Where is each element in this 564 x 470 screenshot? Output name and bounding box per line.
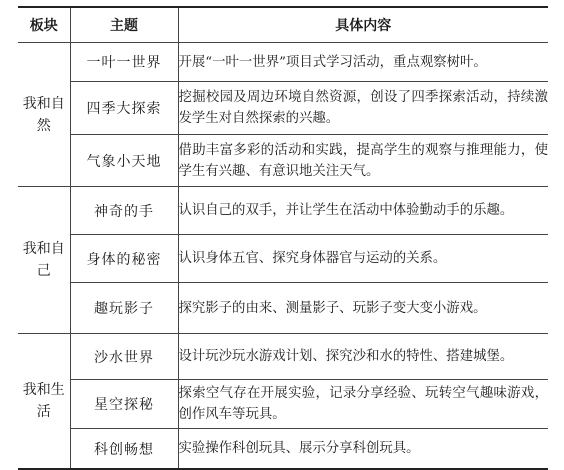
table-row xyxy=(18,283,548,334)
content-cell: 探索空气存在开展实验，记录分享经验、玩转空气趣味游戏，创作风车等玩具。 xyxy=(178,380,548,429)
table-row xyxy=(18,135,548,187)
content-cell: 设计玩沙玩水游戏计划、探究沙和水的特性、搭建城堡。 xyxy=(178,334,548,380)
table-row xyxy=(18,334,548,380)
theme-cell: 气象小天地 xyxy=(70,135,178,187)
header-block: 板块 xyxy=(18,7,70,43)
table-row xyxy=(18,187,548,235)
content-cell: 认识身体五官、探究身体器官与运动的关系。 xyxy=(178,235,548,283)
content-cell: 开展“一叶一世界”项目式学习活动，重点观察树叶。 xyxy=(178,43,548,82)
table-row xyxy=(18,43,548,82)
theme-cell: 神奇的手 xyxy=(70,187,178,235)
theme-cell: 趣玩影子 xyxy=(70,283,178,334)
table-row xyxy=(18,235,548,283)
content-cell: 实验操作科创玩具、展示分享科创玩具。 xyxy=(178,429,548,470)
block-cell-life: 我和生活 xyxy=(18,334,70,470)
theme-cell: 四季大探索 xyxy=(70,82,178,135)
table-row xyxy=(18,380,548,429)
table-row xyxy=(18,429,548,470)
theme-cell: 科创畅想 xyxy=(70,429,178,470)
content-cell: 借助丰富多彩的活动和实践，提高学生的观察与推理能力，使学生有兴趣、有意识地关注天气。 xyxy=(178,135,548,187)
curriculum-table xyxy=(18,6,548,470)
block-cell-nature: 我和自然 xyxy=(18,43,70,187)
theme-cell: 一叶一世界 xyxy=(70,43,178,82)
table-row xyxy=(18,82,548,135)
header-theme: 主题 xyxy=(70,7,178,43)
header-content: 具体内容 xyxy=(178,7,548,43)
theme-cell: 身体的秘密 xyxy=(70,235,178,283)
content-cell: 探究影子的由来、测量影子、玩影子变大变小游戏。 xyxy=(178,283,548,334)
content-cell: 挖掘校园及周边环境自然资源，创设了四季探索活动，持续激发学生对自然探索的兴趣。 xyxy=(178,82,548,135)
content-cell: 认识自己的双手，并让学生在活动中体验勤动手的乐趣。 xyxy=(178,187,548,235)
table-header-row xyxy=(18,7,548,43)
block-cell-self: 我和自己 xyxy=(18,187,70,334)
theme-cell: 沙水世界 xyxy=(70,334,178,380)
theme-cell: 星空探秘 xyxy=(70,380,178,429)
